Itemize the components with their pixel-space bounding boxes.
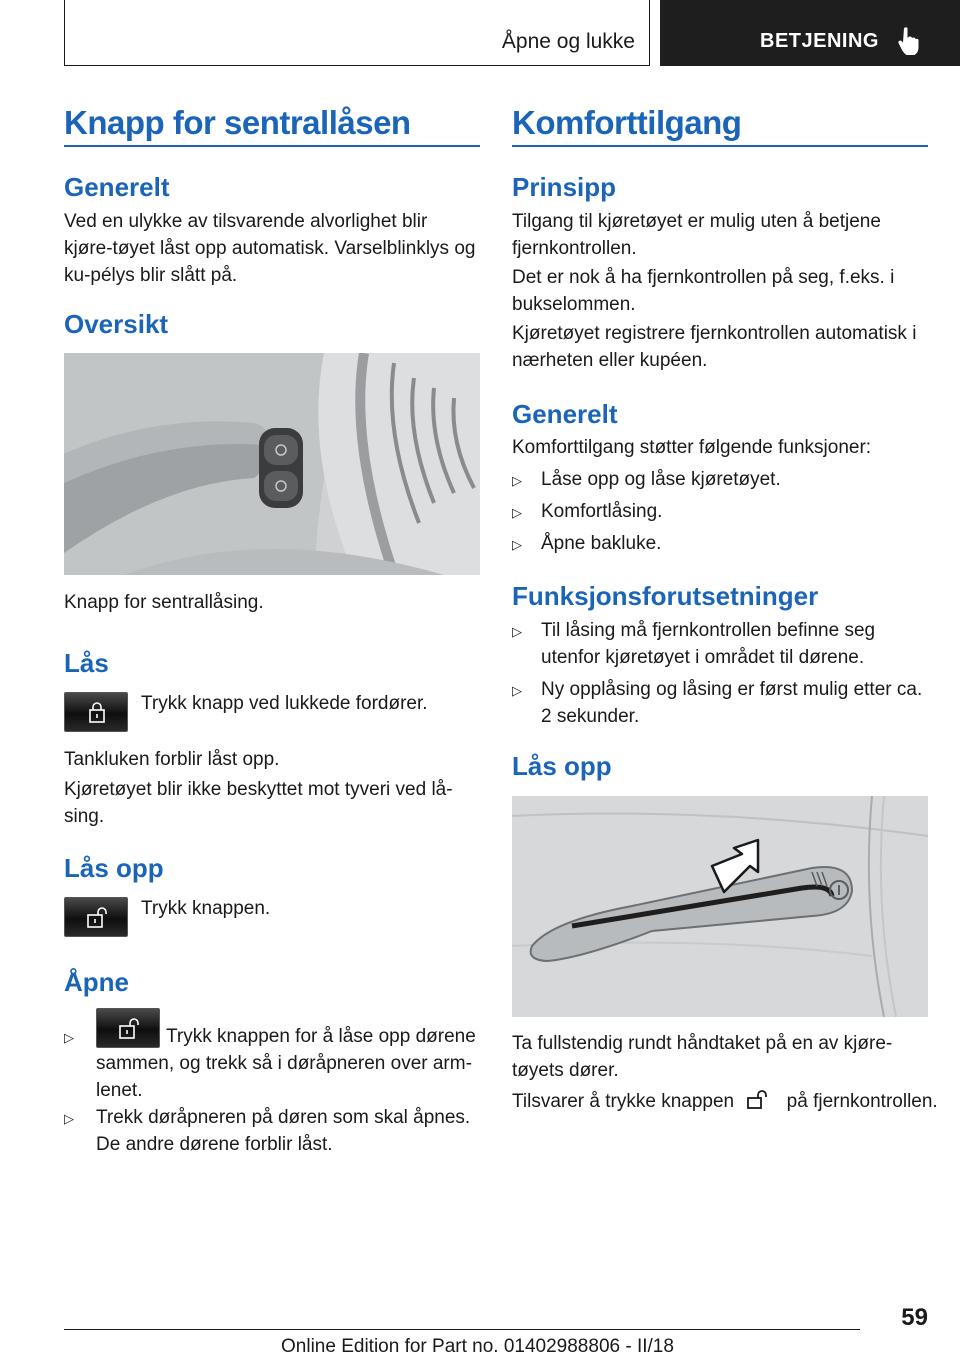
- lock-button-image: [64, 692, 128, 732]
- chapter-title: Åpne og lukke: [501, 30, 635, 53]
- unlock-button-image: [64, 897, 128, 937]
- apne-bullet-1: Trykk knappen for å låse opp dørene sammen, og trekk så i døråpneren over arm-lenet.: [96, 1026, 476, 1101]
- unlock-icon: [745, 1090, 775, 1110]
- page-header: [0, 0, 960, 66]
- footer-edition: Online Edition for Part no. 01402988806 - II/18: [281, 1336, 674, 1357]
- section-tab-label: BETJENING: [760, 30, 879, 52]
- heading-prinsipp: Prinsipp: [512, 172, 617, 202]
- chapter-title-box: [64, 0, 650, 66]
- bullet-triangle-icon: ▷: [512, 683, 522, 698]
- bullet-triangle-icon: ▷: [512, 624, 522, 639]
- bullet-triangle-icon: ▷: [512, 537, 522, 552]
- pointing-hand-icon: [896, 26, 922, 56]
- section-tab: [660, 0, 960, 66]
- heading-las-opp-right: Lås opp: [512, 751, 612, 781]
- las-opp-text-2: [512, 1088, 938, 1115]
- bullet-triangle-icon: ▷: [64, 1030, 74, 1045]
- prinsipp-text-3: Kjøretøyet registrere fjernkontrollen automatisk i nærheten eller kupéen.: [512, 323, 917, 371]
- heading-oversikt: Oversikt: [64, 309, 169, 339]
- generelt-item-1: Låse opp og låse kjøretøyet.: [541, 469, 781, 490]
- heading-generelt: Generelt: [64, 172, 170, 202]
- las-opp-text-1: Ta fullstendig rundt håndtaket på en av kjøre-tøyets dører.: [512, 1033, 893, 1081]
- heading-apne: Åpne: [64, 967, 129, 997]
- funksjon-item-2: Ny opplåsing og låsing er først mulig etter ca. 2 sekunder.: [541, 679, 923, 727]
- bullet-triangle-icon: ▷: [64, 1111, 74, 1126]
- las-text-2: Kjøretøyet blir ikke beskyttet mot tyveri ved lå-sing.: [64, 779, 453, 827]
- heading-las: Lås: [64, 648, 109, 678]
- funksjon-item-1: Til låsing må fjernkontrollen befinne seg utenfor kjøretøyet i området til dørene.: [541, 620, 876, 668]
- las-opp-text-2-after: på fjernkontrollen.: [786, 1091, 938, 1112]
- heading-las-opp: Lås opp: [64, 853, 164, 883]
- prinsipp-text-1: Tilgang til kjøretøyet er mulig uten å betjene fjernkontrollen.: [512, 211, 881, 259]
- unlock-icon: [87, 906, 111, 928]
- section-title-central-lock: Knapp for sentrallåsen: [64, 104, 411, 141]
- heading-generelt-right: Generelt: [512, 399, 618, 429]
- generelt-item-3: Åpne bakluke.: [541, 533, 662, 554]
- las-action: Trykk knapp ved lukkede fordører.: [141, 693, 428, 714]
- bullet-triangle-icon: ▷: [512, 473, 522, 488]
- footer-rule: [64, 1329, 860, 1330]
- page-number: 59: [901, 1304, 928, 1331]
- generelt-intro: Komforttilgang støtter følgende funksjoner:: [512, 437, 872, 458]
- door-handle-photo: [512, 796, 928, 1017]
- las-opp-text-2-before: Tilsvarer å trykke knappen: [512, 1091, 735, 1112]
- lock-icon: [87, 701, 107, 723]
- section-title-comfort-access: Komforttilgang: [512, 104, 742, 141]
- apne-bullet-2: Trekk døråpneren på døren som skal åpnes. De andre dørene forblir låst.: [96, 1107, 471, 1155]
- heading-funksjonsforutsetninger: Funksjonsforutsetninger: [512, 581, 819, 611]
- las-text-1: Tankluken forblir låst opp.: [64, 749, 280, 770]
- generelt-text: Ved en ulykke av tilsvarende alvorlighet blir kjøre-tøyet låst opp automatisk. Varselblinklys og ku-pélys blir slått på.: [64, 211, 476, 286]
- las-opp-action: Trykk knappen.: [141, 898, 271, 919]
- title-rule: [64, 145, 480, 147]
- oversikt-caption: Knapp for sentrallåsing.: [64, 592, 264, 613]
- prinsipp-text-2: Det er nok å ha fjernkontrollen på seg, f.eks. i bukselommen.: [512, 267, 895, 315]
- bullet-triangle-icon: ▷: [512, 505, 522, 520]
- generelt-item-2: Komfortlåsing.: [541, 501, 663, 522]
- door-lock-button-photo: [64, 353, 480, 575]
- title-rule: [512, 145, 928, 147]
